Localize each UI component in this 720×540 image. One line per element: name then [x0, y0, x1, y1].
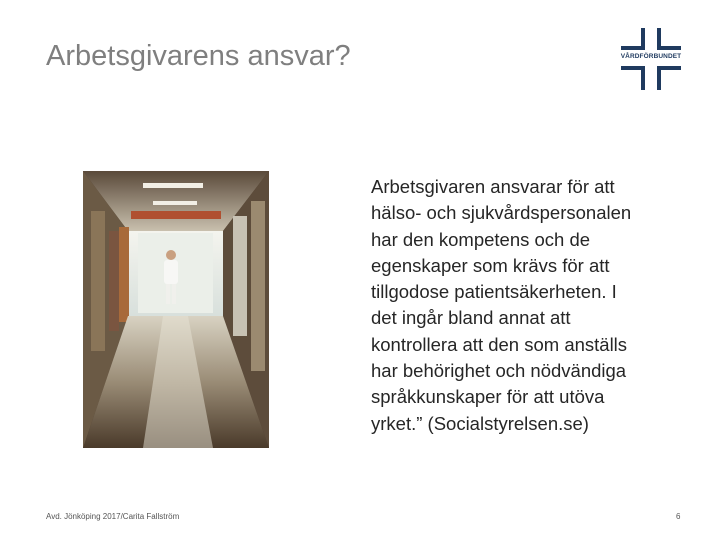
body-line: har behörighet och nödvändiga: [371, 360, 627, 382]
logo-wordmark: VÅRDFÖRBUNDET: [620, 53, 682, 60]
slide-title: Arbetsgivarens ansvar?: [46, 40, 351, 72]
body-line: tillgodose patientsäkerheten. I: [371, 281, 617, 303]
body-line: yrket.” (Socialstyrelsen.se): [371, 412, 589, 434]
page-number: 6: [676, 512, 681, 521]
body-line: hälso- och sjukvårdspersonalen: [371, 202, 632, 224]
body-paragraph: [371, 174, 691, 437]
body-line: har den kompetens och de: [371, 228, 591, 250]
body-line: Arbetsgivaren ansvarar för att: [371, 176, 615, 197]
hospital-corridor-photo: [83, 171, 269, 448]
body-line: kontrollera att den som anställs: [371, 333, 628, 355]
body-line: det ingår bland annat att: [371, 307, 571, 329]
body-line: egenskaper som krävs för att: [371, 254, 610, 276]
footer-text: Avd. Jönköping 2017/Carita Fallström: [46, 512, 180, 521]
body-line: språkkunskaper för att utöva: [371, 386, 605, 408]
